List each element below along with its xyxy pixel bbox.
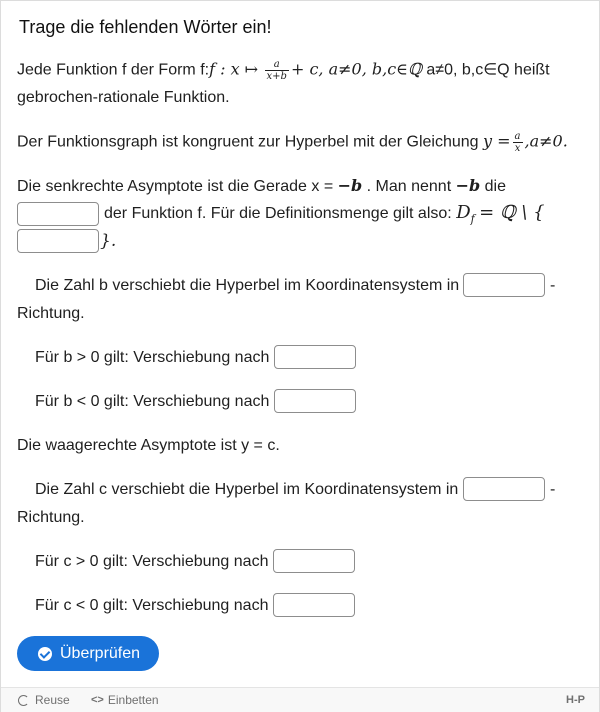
c-neg-text: Für c < 0 gilt: Verschiebung nach (35, 597, 269, 614)
para4-dash: - (550, 277, 556, 294)
para3-text-c: die (480, 178, 506, 195)
para1-line1 (17, 59, 550, 82)
para6-text: Die Zahl c verschiebt die Hyperbel im Koordinatensystem in (35, 481, 459, 498)
para3-line2 (104, 203, 545, 230)
para2-frac-num: a (514, 131, 521, 142)
reuse-button[interactable] (18, 693, 70, 707)
para3-math-set: = ℚ \ { (479, 202, 545, 223)
para6-richtung: Richtung. (17, 509, 85, 526)
para3-math-df (456, 202, 475, 226)
para4-richtung: Richtung. (17, 305, 85, 322)
para2-fraction (513, 131, 523, 154)
c-direction-input[interactable] (463, 477, 545, 501)
para3-math-mb2: −b (455, 176, 481, 195)
h5p-logo: H-P (566, 694, 585, 706)
asymptote-name-input[interactable] (17, 202, 99, 226)
para1-text-start: Jede Funktion f der Form f: (17, 61, 210, 79)
reuse-label: Reuse (35, 693, 70, 707)
para1-text-cond: a≠0, b,c∈Q heißt (421, 61, 550, 79)
para1-frac-den: x+b (266, 71, 287, 82)
c-pos-text: Für c > 0 gilt: Verschiebung nach (35, 553, 269, 570)
check-circle-icon (38, 647, 52, 661)
para3-text-a: Die senkrechte Asymptote ist die Gerade x = (17, 178, 338, 195)
para2-frac-den: x (514, 143, 521, 154)
para2-line (17, 131, 568, 154)
para3-df-sub: f (470, 212, 475, 226)
para3-text-b: . Man nennt (362, 178, 456, 195)
reuse-icon (18, 695, 29, 706)
para3-line1 (17, 176, 506, 197)
para3-math-close: }. (100, 231, 117, 251)
para2-math-y: y = (483, 131, 511, 151)
para1-frac-num: a (265, 59, 289, 71)
b-neg-text: Für b < 0 gilt: Verschiebung nach (35, 393, 270, 410)
para1-line2: gebrochen-rationale Funktion. (17, 89, 230, 106)
para5-text: Die waagerechte Asymptote ist y = c. (17, 437, 280, 454)
para1-fraction (265, 59, 289, 82)
embed-button[interactable] (91, 693, 159, 707)
task-title: Trage die fehlenden Wörter ein! (19, 17, 272, 37)
para2-text: Der Funktionsgraph ist kongruent zur Hyperbel mit der Gleichung (17, 133, 479, 151)
para6-dash: - (550, 481, 556, 498)
embed-label: Einbetten (107, 693, 159, 707)
b-direction-input[interactable] (463, 273, 545, 297)
para1-math-rest: + c, a≠0, b,c∈ℚ (290, 59, 422, 79)
para3-df-letter: D (456, 202, 471, 223)
c-neg-direction-input[interactable] (273, 593, 355, 617)
check-button[interactable] (17, 636, 159, 671)
check-button-label: Überprüfen (60, 644, 141, 662)
c-pos-direction-input[interactable] (273, 549, 355, 573)
definition-excluded-input[interactable] (17, 229, 99, 253)
b-pos-direction-input[interactable] (274, 345, 356, 369)
para3-text-d: der Funktion f. Für die Definitionsmenge gilt also: (104, 205, 452, 222)
para4-text: Die Zahl b verschiebt die Hyperbel im Koordinatensystem in (35, 277, 460, 294)
para2-math-cond: ,a≠0. (524, 131, 568, 151)
b-neg-direction-input[interactable] (274, 389, 356, 413)
para3-math-mb: −b (337, 176, 363, 195)
footer-bar (1, 687, 599, 712)
code-icon: <> (91, 694, 104, 706)
para1-math-map: f : x ↦ (209, 59, 259, 79)
b-pos-text: Für b > 0 gilt: Verschiebung nach (35, 349, 270, 366)
